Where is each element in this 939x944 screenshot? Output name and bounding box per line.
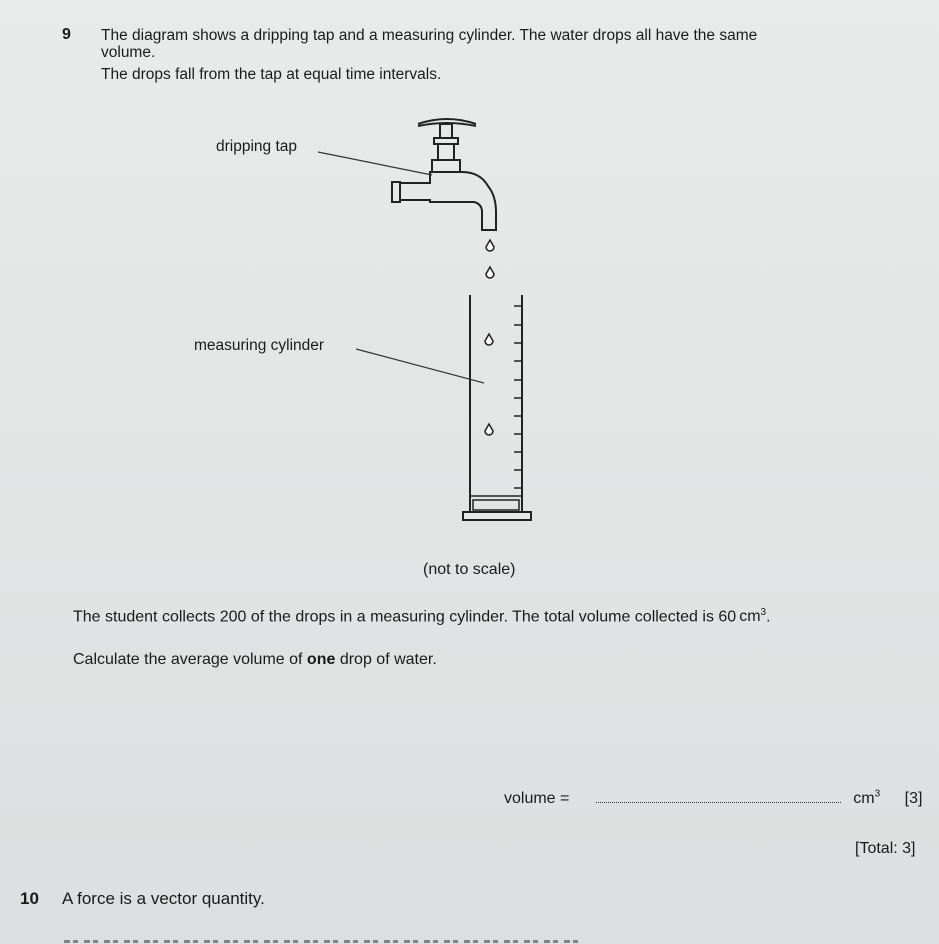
cylinder-label: measuring cylinder — [194, 337, 325, 354]
instruction-before: Calculate the average volume of — [73, 651, 307, 668]
question-9-total: [Total: 3] — [855, 840, 916, 857]
question-9-intro-line-2: volume. — [101, 44, 156, 61]
water-drops — [485, 240, 494, 435]
water-drop-icon — [485, 334, 493, 345]
answer-unit-power: 3 — [874, 788, 881, 800]
answer-input-line[interactable] — [596, 788, 841, 803]
tap-label: dripping tap — [216, 138, 298, 155]
statement-unit-power: 3 — [760, 607, 767, 618]
question-number-10: 10 — [20, 889, 39, 908]
question-9-instruction — [73, 651, 437, 669]
statement-value: 60 — [718, 608, 737, 626]
question-number-9: 9 — [62, 26, 71, 43]
answer-marks: [3] — [904, 790, 923, 807]
tap-leader-line — [318, 152, 432, 175]
tap-icon — [392, 119, 496, 230]
question-10-intro: A force is a vector quantity. — [62, 889, 265, 908]
cylinder-leader-line — [356, 349, 484, 383]
instruction-after: drop of water. — [335, 651, 437, 668]
water-drop-icon — [485, 424, 493, 435]
answer-unit-text: cm — [853, 790, 875, 807]
statement-end: . — [766, 608, 771, 626]
water-drop-icon — [486, 267, 494, 278]
water-drop-icon — [486, 240, 494, 251]
statement-text: The student collects 200 of the drops in a measuring cylinder. The total volume collected is — [73, 608, 714, 626]
answer-label: volume = — [504, 790, 570, 807]
answer-row — [504, 788, 922, 808]
instruction-bold: one — [306, 651, 336, 668]
question-9-intro-line-3: The drops fall from the tap at equal time intervals. — [101, 66, 442, 83]
answer-unit — [853, 790, 880, 807]
statement-unit: cm — [739, 608, 761, 626]
cut-off-text-line — [64, 936, 584, 944]
measuring-cylinder-icon — [463, 295, 531, 520]
question-9-intro-line-1: The diagram shows a dripping tap and a measuring cylinder. The water drops all have the same — [101, 27, 758, 44]
scale-note: (not to scale) — [423, 561, 516, 578]
question-9-statement — [73, 607, 771, 626]
